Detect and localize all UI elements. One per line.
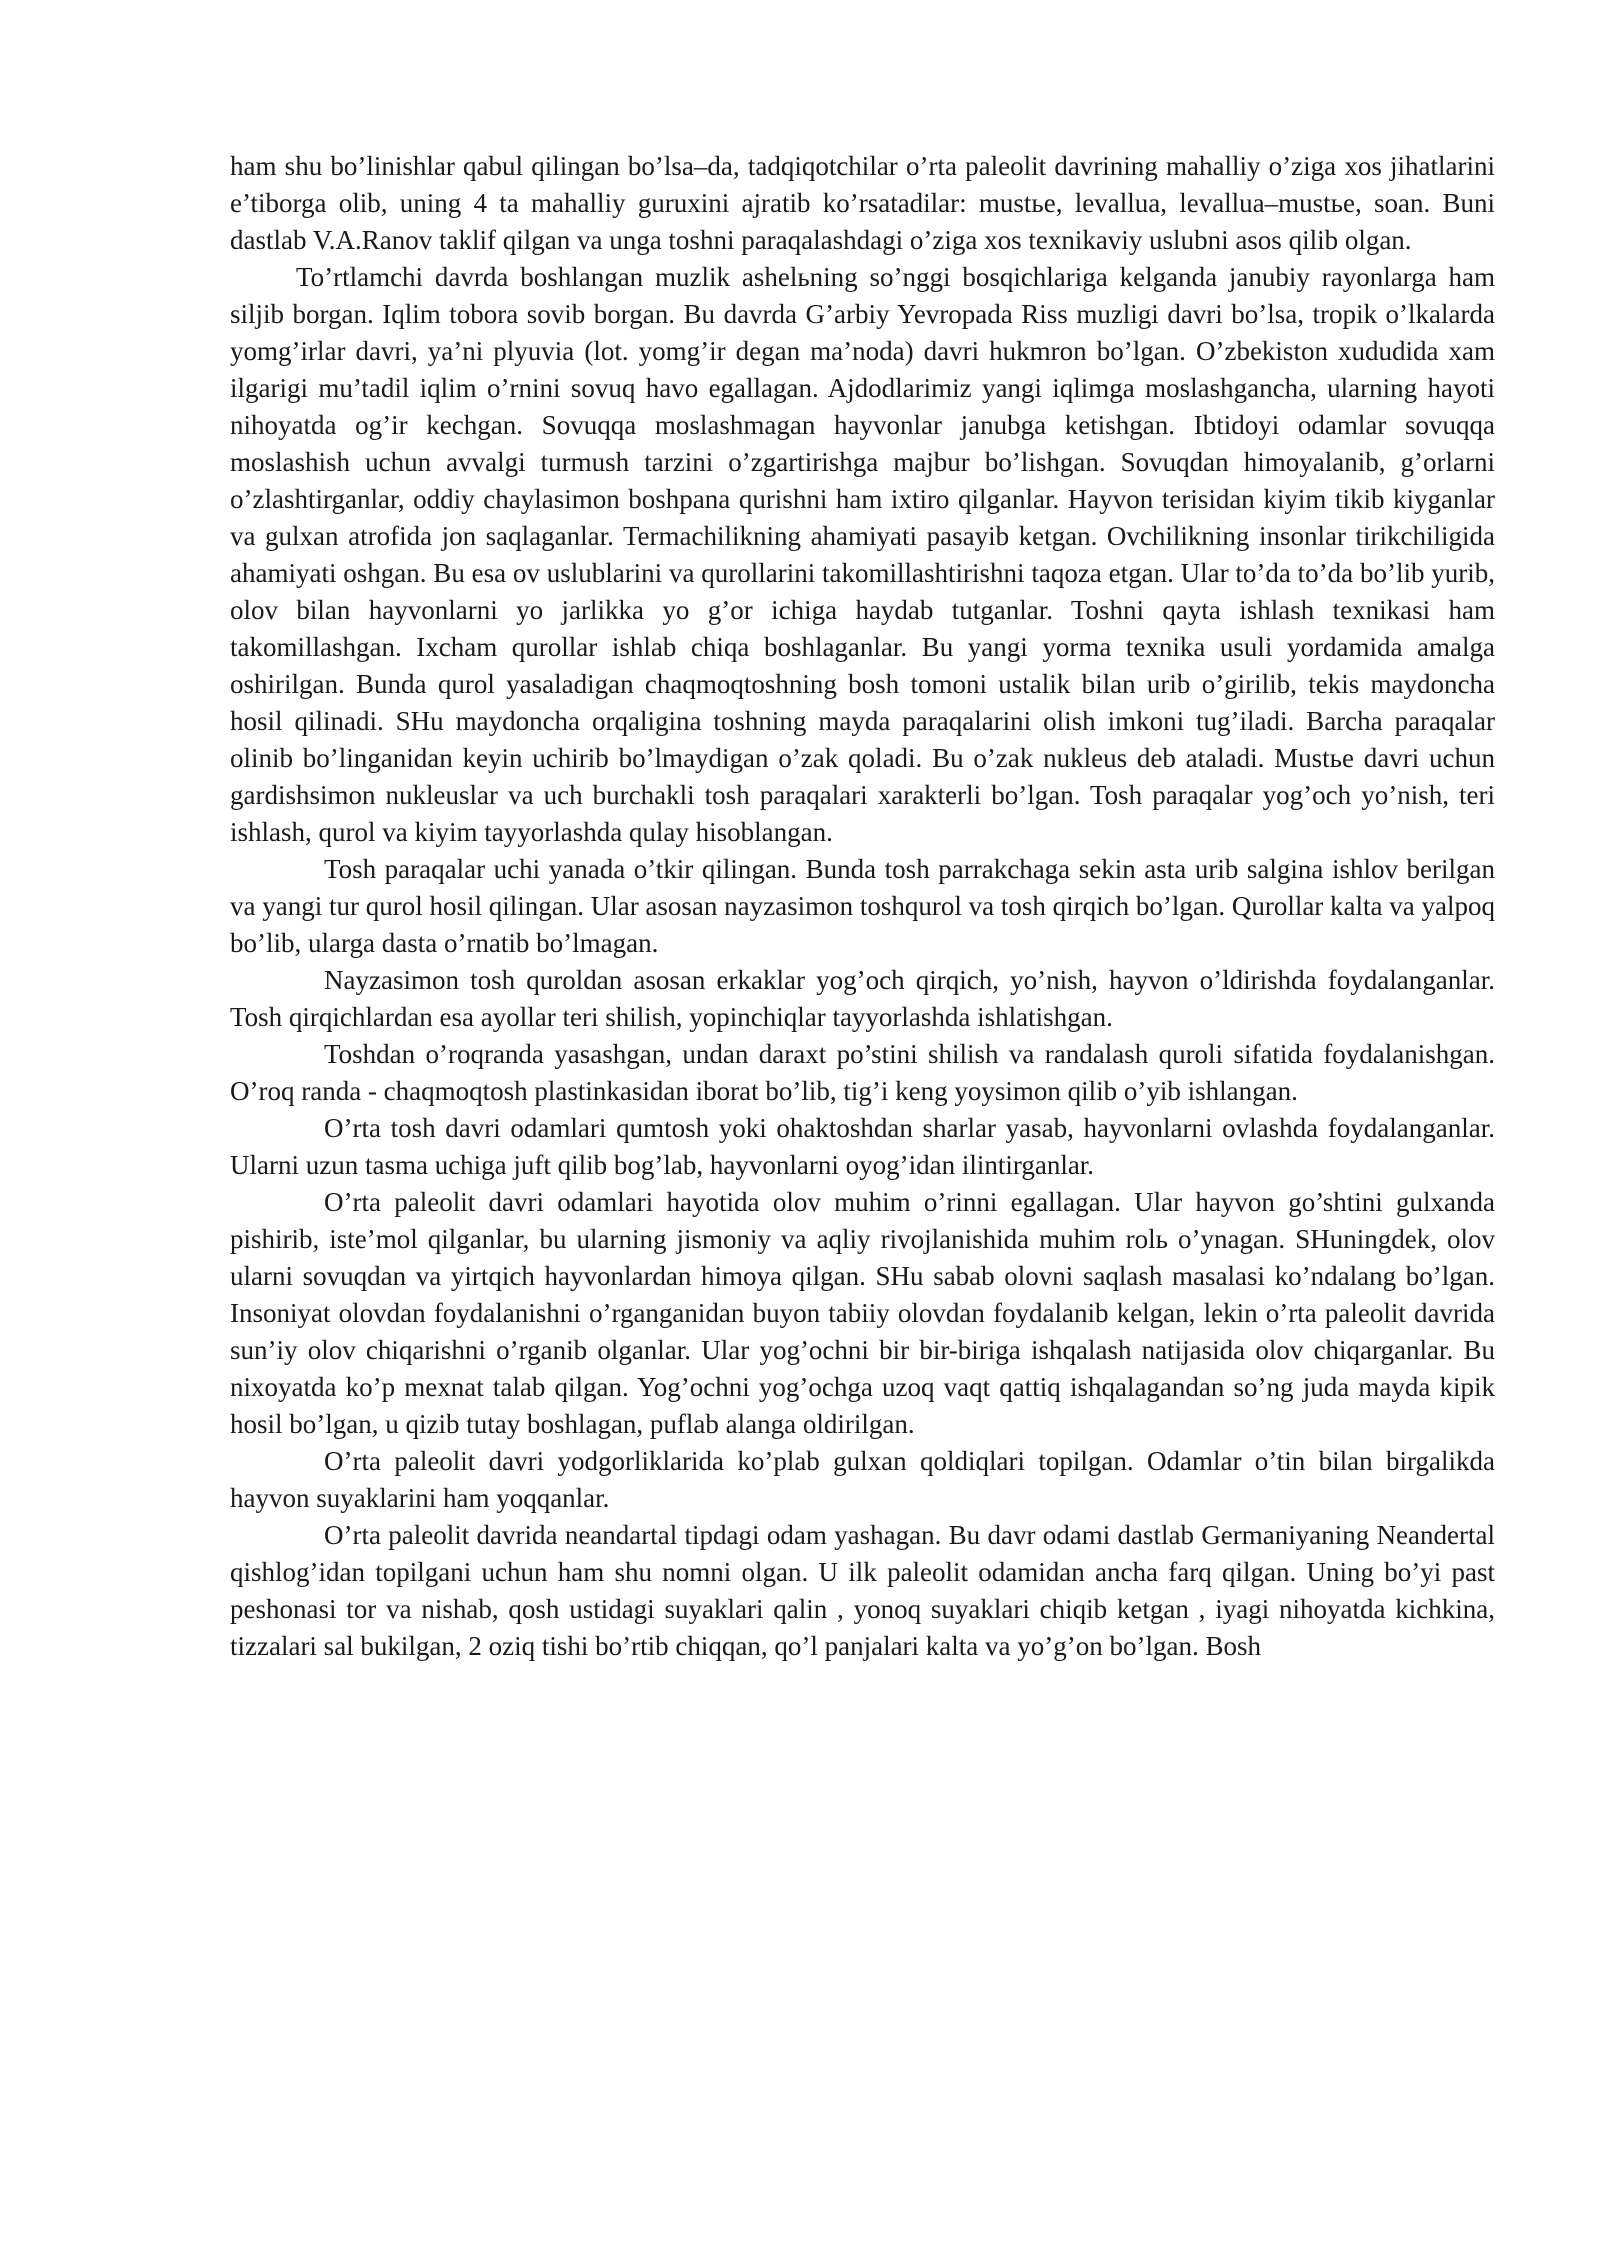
- paragraph: O’rta paleolit davri odamlari hayotida olov muhim o’rinni egallagan. Ular hayvon go’shtini gulxanda pishirib, iste’mol qilganlar, bu ularning jismoniy va aqliy rivojlanishida muhim rolь o’ynagan. SHuningdek, olov ularni sovuqdan va yirtqich hayvonlardan himoya qilgan. SHu sabab olovni saqlash masalasi ko’ndalang bo’lgan. Insoniyat olovdan foydalanishni o’rganganidan buyon tabiiy olovdan foydalanib kelgan, lekin o’rta paleolit davrida sun’iy olov chiqarishni o’rganib olganlar. Ular yog’ochni bir bir-biriga ishqalash natijasida olov chiqarganlar. Bu nixoyatda ko’p mexnat talab qilgan. Yog’ochni yog’ochga uzoq vaqt qattiq ishqalagandan so’ng juda mayda kipik hosil bo’lgan, u qizib tutay boshlagan, puflab alanga oldirilgan.: [230, 1187, 1495, 1439]
- paragraph: Tosh paraqalar uchi yanada o’tkir qilingan. Bunda tosh parrakchaga sekin asta urib salgina ishlov berilgan va yangi tur qurol hosil qilingan. Ular asosan nayzasimon toshqurol va tosh qirqich bo’lgan. Qurollar kalta va yalpoq bo’lib, ularga dasta o’rnatib bo’lmagan.: [230, 854, 1495, 958]
- paragraph: O’rta paleolit davrida neandartal tipdagi odam yashagan. Bu davr odami dastlab Germaniyaning Neandertal qishlog’idan topilgani uchun ham shu nomni olgan. U ilk paleolit odamidan ancha farq qilgan. Uning bo’yi past peshonasi tor va nishab, qosh ustidagi suyaklari qalin , yonoq suyaklari chiqib ketgan , iyagi nihoyatda kichkina, tizzalari sal bukilgan, 2 oziq tishi bo’rtib chiqqan, qo’l panjalari kalta va yo’g’on bo’lgan. Bosh: [230, 1520, 1495, 1661]
- paragraph: Nayzasimon tosh quroldan asosan erkaklar yog’och qirqich, yo’nish, hayvon o’ldirishda foydalanganlar. Tosh qirqichlardan esa ayollar teri shilish, yopinchiqlar tayyorlashda ishlatishgan.: [230, 965, 1495, 1032]
- document-page: [230, 148, 1495, 1665]
- paragraph: O’rta paleolit davri yodgorliklarida ko’plab gulxan qoldiqlari topilgan. Odamlar o’tin bilan birgalikda hayvon suyaklarini ham yoqqanlar.: [230, 1446, 1495, 1513]
- paragraph: ham shu bo’linishlar qabul qilingan bo’lsa–da, tadqiqotchilar o’rta paleolit davrining mahalliy o’ziga xos jihatlarini e’tiborga olib, uning 4 ta mahalliy guruxini ajratib ko’rsatadilar: mustье, levallua, levallua–mustье, soan. Buni dastlab V.A.Ranov taklif qilgan va unga toshni paraqalashdagi o’ziga xos texnikaviy uslubni asos qilib olgan.: [230, 151, 1495, 255]
- paragraph: O’rta tosh davri odamlari qumtosh yoki ohaktoshdan sharlar yasab, hayvonlarni ovlashda foydalanganlar. Ularni uzun tasma uchiga juft qilib bog’lab, hayvonlarni oyog’idan ilintirganlar.: [230, 1113, 1495, 1180]
- paragraph: Toshdan o’roqranda yasashgan, undan daraxt po’stini shilish va randalash quroli sifatida foydalanishgan. O’roq randa - chaqmoqtosh plastinkasidan iborat bo’lib, tig’i keng yoysimon qilib o’yib ishlangan.: [230, 1039, 1495, 1106]
- paragraph: To’rtlamchi davrda boshlangan muzlik ashelьning so’nggi bosqichlariga kelganda janubiy rayonlarga ham siljib borgan. Iqlim tobora sovib borgan. Bu davrda G’arbiy Yevropada Riss muzligi davri bo’lsa, tropik o’lkalarda yomg’irlar davri, ya’ni plyuvia (lot. yomg’ir degan ma’noda) davri hukmron bo’lgan. O’zbekiston xududida xam ilgarigi mu’tadil iqlim o’rnini sovuq havo egallagan. Ajdodlarimiz yangi iqlimga moslashgancha, ularning hayoti nihoyatda og’ir kechgan. Sovuqqa moslashmagan hayvonlar janubga ketishgan. Ibtidoyi odamlar sovuqqa moslashish uchun avvalgi turmush tarzini o’zgartirishga majbur bo’lishgan. Sovuqdan himoyalanib, g’orlarni o’zlashtirganlar, oddiy chaylasimon boshpana qurishni ham ixtiro qilganlar. Hayvon terisidan kiyim tikib kiyganlar va gulxan atrofida jon saqlaganlar. Termachilikning ahamiyati pasayib ketgan. Ovchilikning insonlar tirikchiligida ahamiyati oshgan. Bu esa ov uslublarini va qurollarini takomillashtirishni taqoza etgan. Ular to’da to’da bo’lib yurib, olov bilan hayvonlarni yo jarlikka yo g’or ichiga haydab tutganlar. Toshni qayta ishlash texnikasi ham takomillashgan. Ixcham qurollar ishlab chiqa boshlaganlar. Bu yangi yorma texnika usuli yordamida amalga oshirilgan. Bunda qurol yasaladigan chaqmoqtoshning bosh tomoni ustalik bilan urib o’girilib, tekis maydoncha hosil qilinadi. SHu maydoncha orqaligina toshning mayda paraqalarini olish imkoni tug’iladi. Barcha paraqalar olinib bo’linganidan keyin uchirib bo’lmaydigan o’zak qoladi. Bu o’zak nukleus deb ataladi. Mustье davri uchun gardishsimon nukleuslar va uch burchakli tosh paraqalari xarakterli bo’lgan. Tosh paraqalar yog’och yo’nish, teri ishlash, qurol va kiyim tayyorlashda qulay hisoblangan.: [230, 262, 1495, 847]
